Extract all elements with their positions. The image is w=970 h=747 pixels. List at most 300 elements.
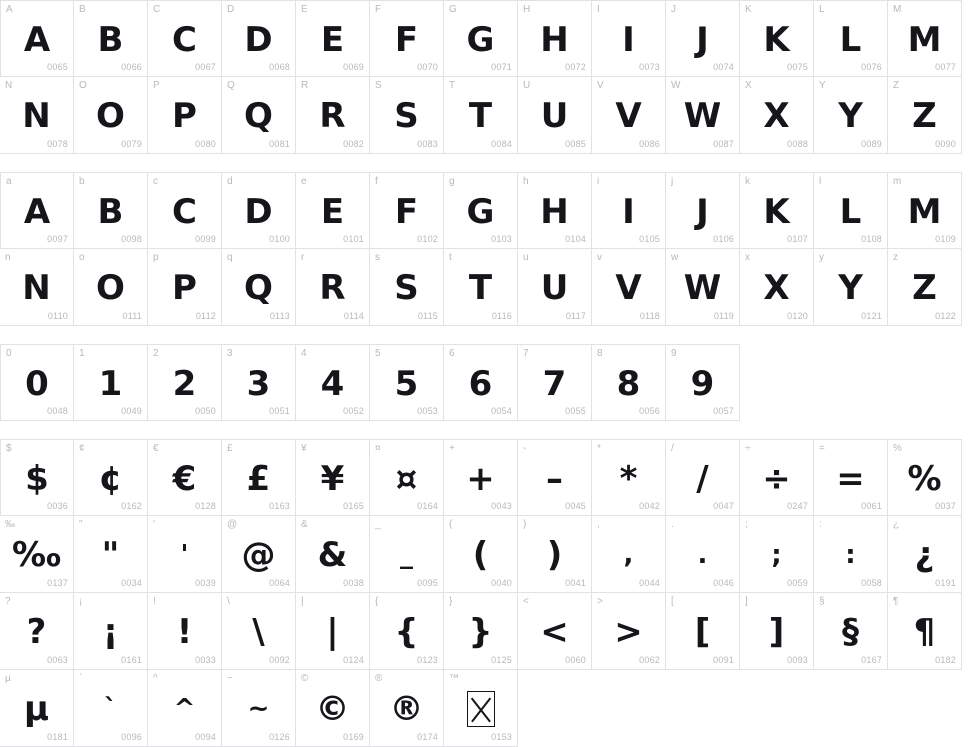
glyph-code-label: 0096 bbox=[121, 732, 142, 742]
glyph-preview: X bbox=[763, 96, 790, 136]
glyph-cell[interactable] bbox=[444, 0, 518, 77]
glyph-cell[interactable] bbox=[148, 593, 222, 670]
glyph-char-label: B bbox=[79, 4, 86, 15]
glyph-char-label: 7 bbox=[523, 348, 529, 359]
glyph-preview: H bbox=[540, 20, 569, 60]
glyph-cell[interactable] bbox=[370, 593, 444, 670]
glyph-code-label: 0061 bbox=[861, 501, 882, 511]
glyph-char-label: " bbox=[79, 519, 83, 530]
glyph-char-label: ¤ bbox=[375, 443, 381, 454]
glyph-cell[interactable] bbox=[814, 77, 888, 154]
glyph-char-label: K bbox=[745, 4, 752, 15]
glyph-cell[interactable] bbox=[444, 439, 518, 516]
glyph-code-label: 0100 bbox=[269, 234, 290, 244]
glyph-cell[interactable] bbox=[370, 249, 444, 326]
glyph-preview: ! bbox=[176, 612, 193, 652]
glyph-char-label: ^ bbox=[153, 673, 158, 684]
glyph-cell[interactable] bbox=[296, 439, 370, 516]
glyph-cell[interactable] bbox=[148, 0, 222, 77]
glyph-cell[interactable] bbox=[814, 0, 888, 77]
glyph-char-label: - bbox=[523, 443, 527, 454]
glyph-char-label: £ bbox=[227, 443, 233, 454]
glyph-char-label: F bbox=[375, 4, 382, 15]
glyph-code-label: 0063 bbox=[47, 655, 68, 665]
glyph-cell[interactable] bbox=[222, 249, 296, 326]
glyph-cell[interactable] bbox=[740, 439, 814, 516]
glyph-code-label: 0153 bbox=[491, 732, 512, 742]
glyph-code-label: 0064 bbox=[269, 578, 290, 588]
glyph-char-label: 1 bbox=[79, 348, 85, 359]
group-separator bbox=[0, 326, 970, 344]
glyph-code-label: 0118 bbox=[639, 311, 660, 321]
glyph-preview: T bbox=[468, 96, 493, 136]
glyph-code-label: 0051 bbox=[269, 406, 290, 416]
glyph-cell[interactable] bbox=[814, 593, 888, 670]
glyph-preview: D bbox=[244, 192, 273, 232]
glyph-code-label: 0033 bbox=[195, 655, 216, 665]
glyph-cell[interactable] bbox=[296, 77, 370, 154]
glyph-cell[interactable] bbox=[148, 249, 222, 326]
glyph-preview: ¥ bbox=[320, 459, 345, 499]
glyph-code-label: 0122 bbox=[935, 311, 956, 321]
glyph-code-label: 0067 bbox=[195, 62, 216, 72]
glyph-cell[interactable] bbox=[148, 172, 222, 249]
glyph-cell[interactable] bbox=[222, 516, 296, 593]
glyph-code-label: 0072 bbox=[565, 62, 586, 72]
glyph-code-label: 0088 bbox=[787, 139, 808, 149]
glyph-cell[interactable] bbox=[444, 516, 518, 593]
glyph-char-label: o bbox=[79, 252, 85, 263]
glyph-code-label: 0181 bbox=[47, 732, 68, 742]
glyph-cell[interactable] bbox=[888, 439, 962, 516]
glyph-preview: / bbox=[696, 459, 709, 499]
glyph-cell[interactable] bbox=[888, 593, 962, 670]
group-separator bbox=[0, 421, 970, 439]
glyph-cell[interactable] bbox=[0, 593, 74, 670]
glyph-char-label: T bbox=[449, 80, 456, 91]
glyph-preview: S bbox=[394, 268, 419, 308]
glyph-code-label: 0081 bbox=[269, 139, 290, 149]
glyph-cell[interactable] bbox=[296, 593, 370, 670]
glyph-char-label: ' bbox=[153, 519, 156, 530]
glyph-code-label: 0075 bbox=[787, 62, 808, 72]
glyph-preview: I bbox=[622, 192, 635, 232]
glyph-char-label: 3 bbox=[227, 348, 233, 359]
glyph-cell[interactable] bbox=[592, 593, 666, 670]
glyph-char-label: X bbox=[745, 80, 752, 91]
glyph-code-label: 0121 bbox=[861, 311, 882, 321]
glyph-preview: } bbox=[468, 612, 493, 652]
glyph-code-label: 0117 bbox=[565, 311, 586, 321]
glyph-char-label: © bbox=[301, 673, 309, 684]
glyph-char-label: v bbox=[597, 252, 603, 263]
glyph-cell[interactable] bbox=[222, 0, 296, 77]
glyph-cell[interactable] bbox=[888, 249, 962, 326]
glyph-cell[interactable] bbox=[666, 344, 740, 421]
glyph-cell[interactable] bbox=[0, 439, 74, 516]
glyph-cell[interactable] bbox=[0, 172, 74, 249]
glyph-preview: " bbox=[101, 535, 120, 575]
glyph-preview: $ bbox=[25, 459, 49, 499]
glyph-code-label: 0119 bbox=[713, 311, 734, 321]
glyph-cell[interactable] bbox=[74, 344, 148, 421]
glyph-preview: Q bbox=[244, 268, 273, 308]
glyph-cell[interactable] bbox=[296, 0, 370, 77]
glyph-code-label: 0116 bbox=[491, 311, 512, 321]
glyph-preview: E bbox=[320, 20, 345, 60]
glyph-preview: 7 bbox=[542, 364, 567, 404]
glyph-char-label: q bbox=[227, 252, 233, 263]
glyph-char-label: k bbox=[745, 176, 751, 187]
glyph-cell[interactable] bbox=[222, 593, 296, 670]
glyph-cell[interactable] bbox=[74, 670, 148, 747]
glyph-char-label: e bbox=[301, 176, 307, 187]
glyph-char-label: U bbox=[523, 80, 531, 91]
glyph-cell[interactable] bbox=[518, 0, 592, 77]
glyph-cell[interactable] bbox=[666, 249, 740, 326]
glyph-code-label: 0098 bbox=[121, 234, 142, 244]
glyph-preview: L bbox=[839, 20, 862, 60]
glyph-cell[interactable] bbox=[222, 344, 296, 421]
glyph-char-label: ; bbox=[745, 519, 748, 530]
glyph-char-label: w bbox=[671, 252, 679, 263]
glyph-char-label: A bbox=[6, 4, 13, 15]
glyph-cell[interactable] bbox=[814, 172, 888, 249]
glyph-char-label: L bbox=[819, 4, 825, 15]
glyph-cell[interactable] bbox=[814, 516, 888, 593]
glyph-preview: @ bbox=[241, 535, 276, 575]
glyph-code-label: 0089 bbox=[861, 139, 882, 149]
glyph-cell[interactable] bbox=[0, 0, 74, 77]
glyph-preview: < bbox=[540, 612, 569, 652]
glyph-char-label: y bbox=[819, 252, 825, 263]
glyph-char-label: 6 bbox=[449, 348, 455, 359]
glyph-char-label: p bbox=[153, 252, 159, 263]
glyph-code-label: 0103 bbox=[491, 234, 512, 244]
glyph-cell[interactable] bbox=[74, 0, 148, 77]
glyph-code-label: 0182 bbox=[935, 655, 956, 665]
glyph-code-label: 0044 bbox=[639, 578, 660, 588]
glyph-code-label: 0087 bbox=[713, 139, 734, 149]
glyph-cell[interactable] bbox=[222, 172, 296, 249]
glyph-cell[interactable] bbox=[666, 172, 740, 249]
glyph-char-label: Z bbox=[893, 80, 900, 91]
glyph-cell[interactable] bbox=[740, 0, 814, 77]
glyph-code-label: 0114 bbox=[343, 311, 364, 321]
glyph-cell[interactable] bbox=[592, 439, 666, 516]
glyph-code-label: 0034 bbox=[121, 578, 142, 588]
glyph-cell[interactable] bbox=[592, 516, 666, 593]
glyph-cell[interactable] bbox=[0, 670, 74, 747]
glyph-cell[interactable] bbox=[222, 670, 296, 747]
glyph-code-label: 0109 bbox=[935, 234, 956, 244]
glyph-cell[interactable] bbox=[518, 593, 592, 670]
glyph-cell[interactable] bbox=[740, 593, 814, 670]
glyph-char-label: < bbox=[523, 596, 530, 607]
glyph-char-label: ! bbox=[153, 596, 156, 607]
glyph-preview: V bbox=[615, 96, 642, 136]
glyph-cell[interactable] bbox=[814, 249, 888, 326]
glyph-cell[interactable] bbox=[222, 77, 296, 154]
glyph-cell[interactable] bbox=[148, 516, 222, 593]
glyph-cell[interactable] bbox=[148, 344, 222, 421]
glyph-code-label: 0162 bbox=[121, 501, 142, 511]
glyph-code-label: 0049 bbox=[121, 406, 142, 416]
glyph-cell[interactable] bbox=[148, 439, 222, 516]
glyph-cell[interactable] bbox=[518, 249, 592, 326]
glyph-cell[interactable] bbox=[740, 172, 814, 249]
glyph-cell[interactable] bbox=[74, 249, 148, 326]
glyph-code-label: 0191 bbox=[935, 578, 956, 588]
glyph-char-label: O bbox=[79, 80, 87, 91]
glyph-char-label: I bbox=[597, 4, 600, 15]
glyph-code-label: 0124 bbox=[343, 655, 364, 665]
glyph-preview: P bbox=[172, 268, 197, 308]
glyph-preview: D bbox=[244, 20, 273, 60]
glyph-cell[interactable] bbox=[592, 172, 666, 249]
glyph-code-label: 0107 bbox=[787, 234, 808, 244]
glyph-char-label: ¡ bbox=[79, 596, 83, 607]
glyph-char-label: 8 bbox=[597, 348, 603, 359]
glyph-cell[interactable] bbox=[370, 172, 444, 249]
glyph-char-label: 0 bbox=[6, 348, 12, 359]
glyph-preview: C bbox=[172, 20, 197, 60]
glyph-cell[interactable] bbox=[444, 344, 518, 421]
glyph-cell[interactable] bbox=[296, 516, 370, 593]
glyph-char-label: ? bbox=[5, 596, 11, 607]
glyph-preview: Z bbox=[912, 96, 937, 136]
glyph-code-label: 0068 bbox=[269, 62, 290, 72]
glyph-preview: J bbox=[696, 20, 709, 60]
glyph-code-label: 0076 bbox=[861, 62, 882, 72]
glyph-preview: W bbox=[683, 96, 722, 136]
glyph-code-label: 0099 bbox=[195, 234, 216, 244]
glyph-preview: V bbox=[615, 268, 642, 308]
glyph-char-label: C bbox=[153, 4, 161, 15]
glyph-cell[interactable] bbox=[0, 516, 74, 593]
glyph-preview: * bbox=[619, 459, 638, 499]
glyph-code-label: 0090 bbox=[935, 139, 956, 149]
glyph-preview: O bbox=[96, 96, 125, 136]
glyph-preview: ® bbox=[389, 689, 424, 729]
glyph-code-label: 0095 bbox=[417, 578, 438, 588]
glyph-preview: J bbox=[696, 192, 709, 232]
glyph-code-label: 0174 bbox=[417, 732, 438, 742]
glyph-cell[interactable] bbox=[370, 516, 444, 593]
glyph-preview: – bbox=[546, 459, 563, 499]
glyph-preview: M bbox=[907, 20, 942, 60]
glyph-code-label: 0137 bbox=[47, 578, 68, 588]
glyph-code-label: 0058 bbox=[861, 578, 882, 588]
glyph-preview: R bbox=[319, 96, 346, 136]
glyph-code-label: 0039 bbox=[195, 578, 216, 588]
glyph-char-label: r bbox=[301, 252, 305, 263]
glyph-char-label: f bbox=[375, 176, 378, 187]
glyph-cell[interactable] bbox=[0, 77, 74, 154]
glyph-preview: 1 bbox=[98, 364, 123, 404]
glyph-code-label: 0053 bbox=[417, 406, 438, 416]
glyph-cell[interactable] bbox=[666, 0, 740, 77]
glyph-char-label: P bbox=[153, 80, 160, 91]
glyph-char-label: ¿ bbox=[893, 519, 900, 530]
glyph-code-label: 0247 bbox=[787, 501, 808, 511]
glyph-code-label: 0110 bbox=[47, 311, 68, 321]
glyph-char-label: t bbox=[449, 252, 452, 263]
glyph-code-label: 0078 bbox=[47, 139, 68, 149]
glyph-preview: 9 bbox=[690, 364, 715, 404]
glyph-preview: S bbox=[394, 96, 419, 136]
glyph-char-label: j bbox=[671, 176, 674, 187]
glyph-cell[interactable] bbox=[370, 344, 444, 421]
glyph-cell[interactable] bbox=[370, 0, 444, 77]
glyph-preview: ^ bbox=[173, 694, 196, 724]
glyph-char-label: ( bbox=[449, 519, 453, 530]
glyph-preview: 2 bbox=[172, 364, 197, 404]
glyph-cell[interactable] bbox=[74, 172, 148, 249]
glyph-cell[interactable] bbox=[74, 77, 148, 154]
glyph-preview: N bbox=[22, 96, 51, 136]
glyph-char-label: u bbox=[523, 252, 529, 263]
glyph-preview: % bbox=[907, 459, 942, 499]
glyph-cell[interactable] bbox=[592, 77, 666, 154]
glyph-char-label: ¢ bbox=[79, 443, 85, 454]
glyph-cell[interactable] bbox=[592, 344, 666, 421]
glyph-cell[interactable] bbox=[888, 77, 962, 154]
glyph-preview: H bbox=[540, 192, 569, 232]
glyph-cell[interactable] bbox=[74, 593, 148, 670]
glyph-char-label: R bbox=[301, 80, 309, 91]
glyph-preview: § bbox=[842, 612, 859, 652]
glyph-cell[interactable] bbox=[666, 593, 740, 670]
glyph-code-label: 0065 bbox=[47, 62, 68, 72]
glyph-cell[interactable] bbox=[518, 172, 592, 249]
glyph-preview: A bbox=[23, 192, 51, 232]
glyph-preview: µ bbox=[23, 689, 50, 729]
glyph-cell[interactable] bbox=[814, 439, 888, 516]
glyph-cell[interactable] bbox=[370, 77, 444, 154]
glyph-char-label: @ bbox=[227, 519, 238, 530]
glyph-cell[interactable] bbox=[740, 249, 814, 326]
glyph-preview: ¡ bbox=[102, 612, 119, 652]
glyph-cell[interactable] bbox=[592, 249, 666, 326]
glyph-code-label: 0092 bbox=[269, 655, 290, 665]
glyph-preview: X bbox=[763, 268, 790, 308]
glyph-code-label: 0083 bbox=[417, 139, 438, 149]
glyph-preview: W bbox=[683, 268, 722, 308]
glyph-cell[interactable] bbox=[518, 516, 592, 593]
glyph-cell[interactable] bbox=[370, 439, 444, 516]
glyph-code-label: 0086 bbox=[639, 139, 660, 149]
glyph-cell[interactable] bbox=[740, 77, 814, 154]
glyph-char-label: / bbox=[671, 443, 674, 454]
glyph-cell[interactable] bbox=[444, 670, 518, 747]
glyph-cell[interactable] bbox=[666, 439, 740, 516]
glyph-char-label: § bbox=[819, 596, 825, 607]
glyph-preview: ' bbox=[180, 540, 189, 570]
glyph-code-label: 0079 bbox=[121, 139, 142, 149]
glyph-cell[interactable] bbox=[74, 516, 148, 593]
glyph-cell[interactable] bbox=[148, 670, 222, 747]
glyph-preview: ¿ bbox=[914, 535, 935, 575]
glyph-char-label: 5 bbox=[375, 348, 381, 359]
glyph-cell[interactable] bbox=[518, 439, 592, 516]
glyph-code-label: 0084 bbox=[491, 139, 512, 149]
glyph-cell[interactable] bbox=[296, 670, 370, 747]
glyph-cell[interactable] bbox=[0, 249, 74, 326]
glyph-cell[interactable] bbox=[518, 344, 592, 421]
glyph-cell[interactable] bbox=[444, 172, 518, 249]
glyph-preview: ÷ bbox=[762, 459, 791, 499]
glyph-preview: . bbox=[697, 540, 708, 570]
glyph-cell[interactable] bbox=[296, 249, 370, 326]
glyph-code-label: 0045 bbox=[565, 501, 586, 511]
glyph-code-label: 0105 bbox=[639, 234, 660, 244]
glyph-preview: K bbox=[763, 20, 790, 60]
glyph-cell[interactable] bbox=[666, 77, 740, 154]
glyph-code-label: 0126 bbox=[269, 732, 290, 742]
glyph-preview: { bbox=[394, 612, 419, 652]
glyph-cell[interactable] bbox=[370, 670, 444, 747]
glyph-char-label: h bbox=[523, 176, 529, 187]
glyph-char-label: = bbox=[819, 443, 826, 454]
glyph-char-label: [ bbox=[671, 596, 674, 607]
glyph-preview: ¢ bbox=[98, 459, 123, 499]
glyph-cell[interactable] bbox=[888, 516, 962, 593]
glyph-code-label: 0113 bbox=[269, 311, 290, 321]
glyph-code-label: 0046 bbox=[713, 578, 734, 588]
glyph-code-label: 0040 bbox=[491, 578, 512, 588]
glyph-cell[interactable] bbox=[148, 77, 222, 154]
glyph-char-label: ¶ bbox=[893, 596, 899, 607]
glyph-preview: _ bbox=[400, 540, 413, 570]
glyph-preview: [ bbox=[694, 612, 711, 652]
glyph-char-label: i bbox=[597, 176, 600, 187]
glyph-cell[interactable] bbox=[222, 439, 296, 516]
glyph-cell[interactable] bbox=[888, 172, 962, 249]
glyph-char-label: ® bbox=[375, 673, 383, 684]
glyph-code-label: 0071 bbox=[491, 62, 512, 72]
glyph-preview: T bbox=[468, 268, 493, 308]
glyph-cell[interactable] bbox=[666, 516, 740, 593]
glyph-char-label: D bbox=[227, 4, 235, 15]
glyph-cell[interactable] bbox=[592, 0, 666, 77]
glyph-cell[interactable] bbox=[444, 249, 518, 326]
glyph-cell[interactable] bbox=[0, 344, 74, 421]
glyph-cell[interactable] bbox=[740, 516, 814, 593]
glyph-preview: Z bbox=[912, 268, 937, 308]
glyph-char-label: c bbox=[153, 176, 159, 187]
glyph-char-label: \ bbox=[227, 596, 230, 607]
glyph-cell[interactable] bbox=[888, 0, 962, 77]
glyph-cell[interactable] bbox=[444, 593, 518, 670]
glyph-cell[interactable] bbox=[518, 77, 592, 154]
glyph-char-label: Y bbox=[819, 80, 826, 91]
glyph-preview: \ bbox=[252, 612, 265, 652]
glyph-char-label: m bbox=[893, 176, 902, 187]
glyph-cell[interactable] bbox=[444, 77, 518, 154]
glyph-cell[interactable] bbox=[296, 344, 370, 421]
glyph-cell[interactable] bbox=[296, 172, 370, 249]
glyph-preview: Y bbox=[838, 268, 863, 308]
glyph-char-label: g bbox=[449, 176, 455, 187]
glyph-preview: M bbox=[907, 192, 942, 232]
glyph-preview: ‰ bbox=[12, 535, 61, 575]
glyph-char-label: ‰ bbox=[5, 519, 16, 530]
glyph-preview: | bbox=[326, 612, 339, 652]
glyph-char-label: % bbox=[893, 443, 903, 454]
glyph-preview: B bbox=[97, 20, 124, 60]
glyph-cell[interactable] bbox=[74, 439, 148, 516]
